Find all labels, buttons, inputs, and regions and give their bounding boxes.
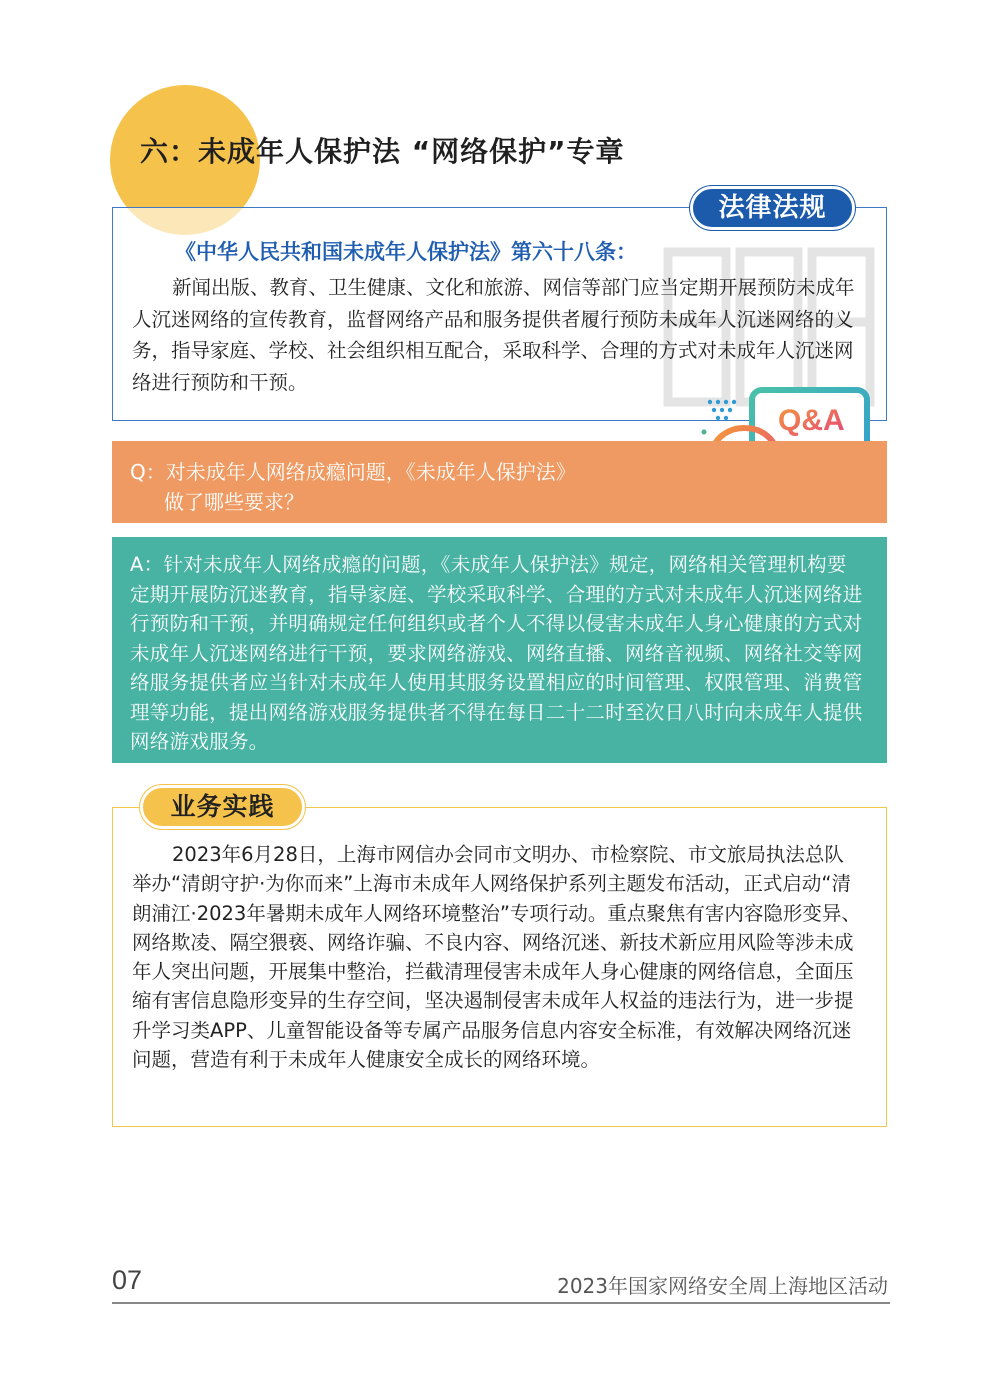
qa-label: Q&A [778, 404, 845, 437]
practice-text: 2023年6月28日，上海市网信办会同市文明办、市检察院、市文旅局执法总队举办“清朗守护·为你而来”上海市未成年人网络保护系列主题发布活动，正式启动“清朗浦江·2023年暑期未成年人网络环境整治”专项行动。重点聚焦有害内容隐形变异、网络欺凌、隔空猥亵、网络诈骗、不良内容、网络沉迷、新技术新应用风险等涉未成年人突出问题，开展集中整治，拦截清理侵害未成年人身心健康的网络信息，全面压缩有害信息隐形变异的生存空间，坚决遏制侵害未成年人权益的违法行为，进一步提升学习类APP、儿童智能设备等专属产品服务信息内容安全标准，有效解决网络沉迷问题，营造有利于未成年人健康安全成长的网络环境。 [132, 843, 861, 1072]
answer-text: A：针对未成年人网络成瘾的问题，《未成年人保护法》规定，网络相关管理机构要定期开展防沉迷教育，指导家庭、学校采取科学、合理的方式对未成年人沉迷网络进行预防和干预，并明确规定任何组织或者个人不得以侵害未成年人身心健康的方式对未成年人沉迷网络进行干预，要求网络游戏、网络直播、网络音视频、网络社交等网络服务提供者应当针对未成年人使用其服务设置相应的时间管理、权限管理、消费管理等功能，提出网络游戏服务提供者不得在每日二十二时至次日八时向未成年人提供网络游戏服务。 [130, 553, 863, 753]
law-text: 新闻出版、教育、卫生健康、文化和旅游、网信等部门应当定期开展预防未成年人沉迷网络的宣传教育，监督网络产品和服务提供者履行预防未成年人沉迷网络的义务，指导家庭、学校、社会组织相互配合，采取科学、合理的方式对未成年人沉迷网络进行预防和干预。 [132, 276, 855, 394]
footer-divider [112, 1302, 890, 1304]
footer-title: 2023年国家网络安全周上海地区活动 [557, 1274, 888, 1298]
law-tag: 法律法规 [690, 186, 855, 230]
question-line-2: 做了哪些要求？ [164, 490, 304, 514]
practice-tag: 业务实践 [140, 785, 305, 829]
page-number: 07 [112, 1265, 143, 1295]
law-heading: 《中华人民共和国未成年人保护法》第六十八条： [175, 240, 637, 264]
section-title: 六：未成年人保护法 “网络保护”专章 [140, 135, 625, 168]
question-line-1: Q：对未成年人网络成瘾问题，《未成年人保护法》 [130, 460, 576, 484]
question-text [130, 457, 690, 517]
